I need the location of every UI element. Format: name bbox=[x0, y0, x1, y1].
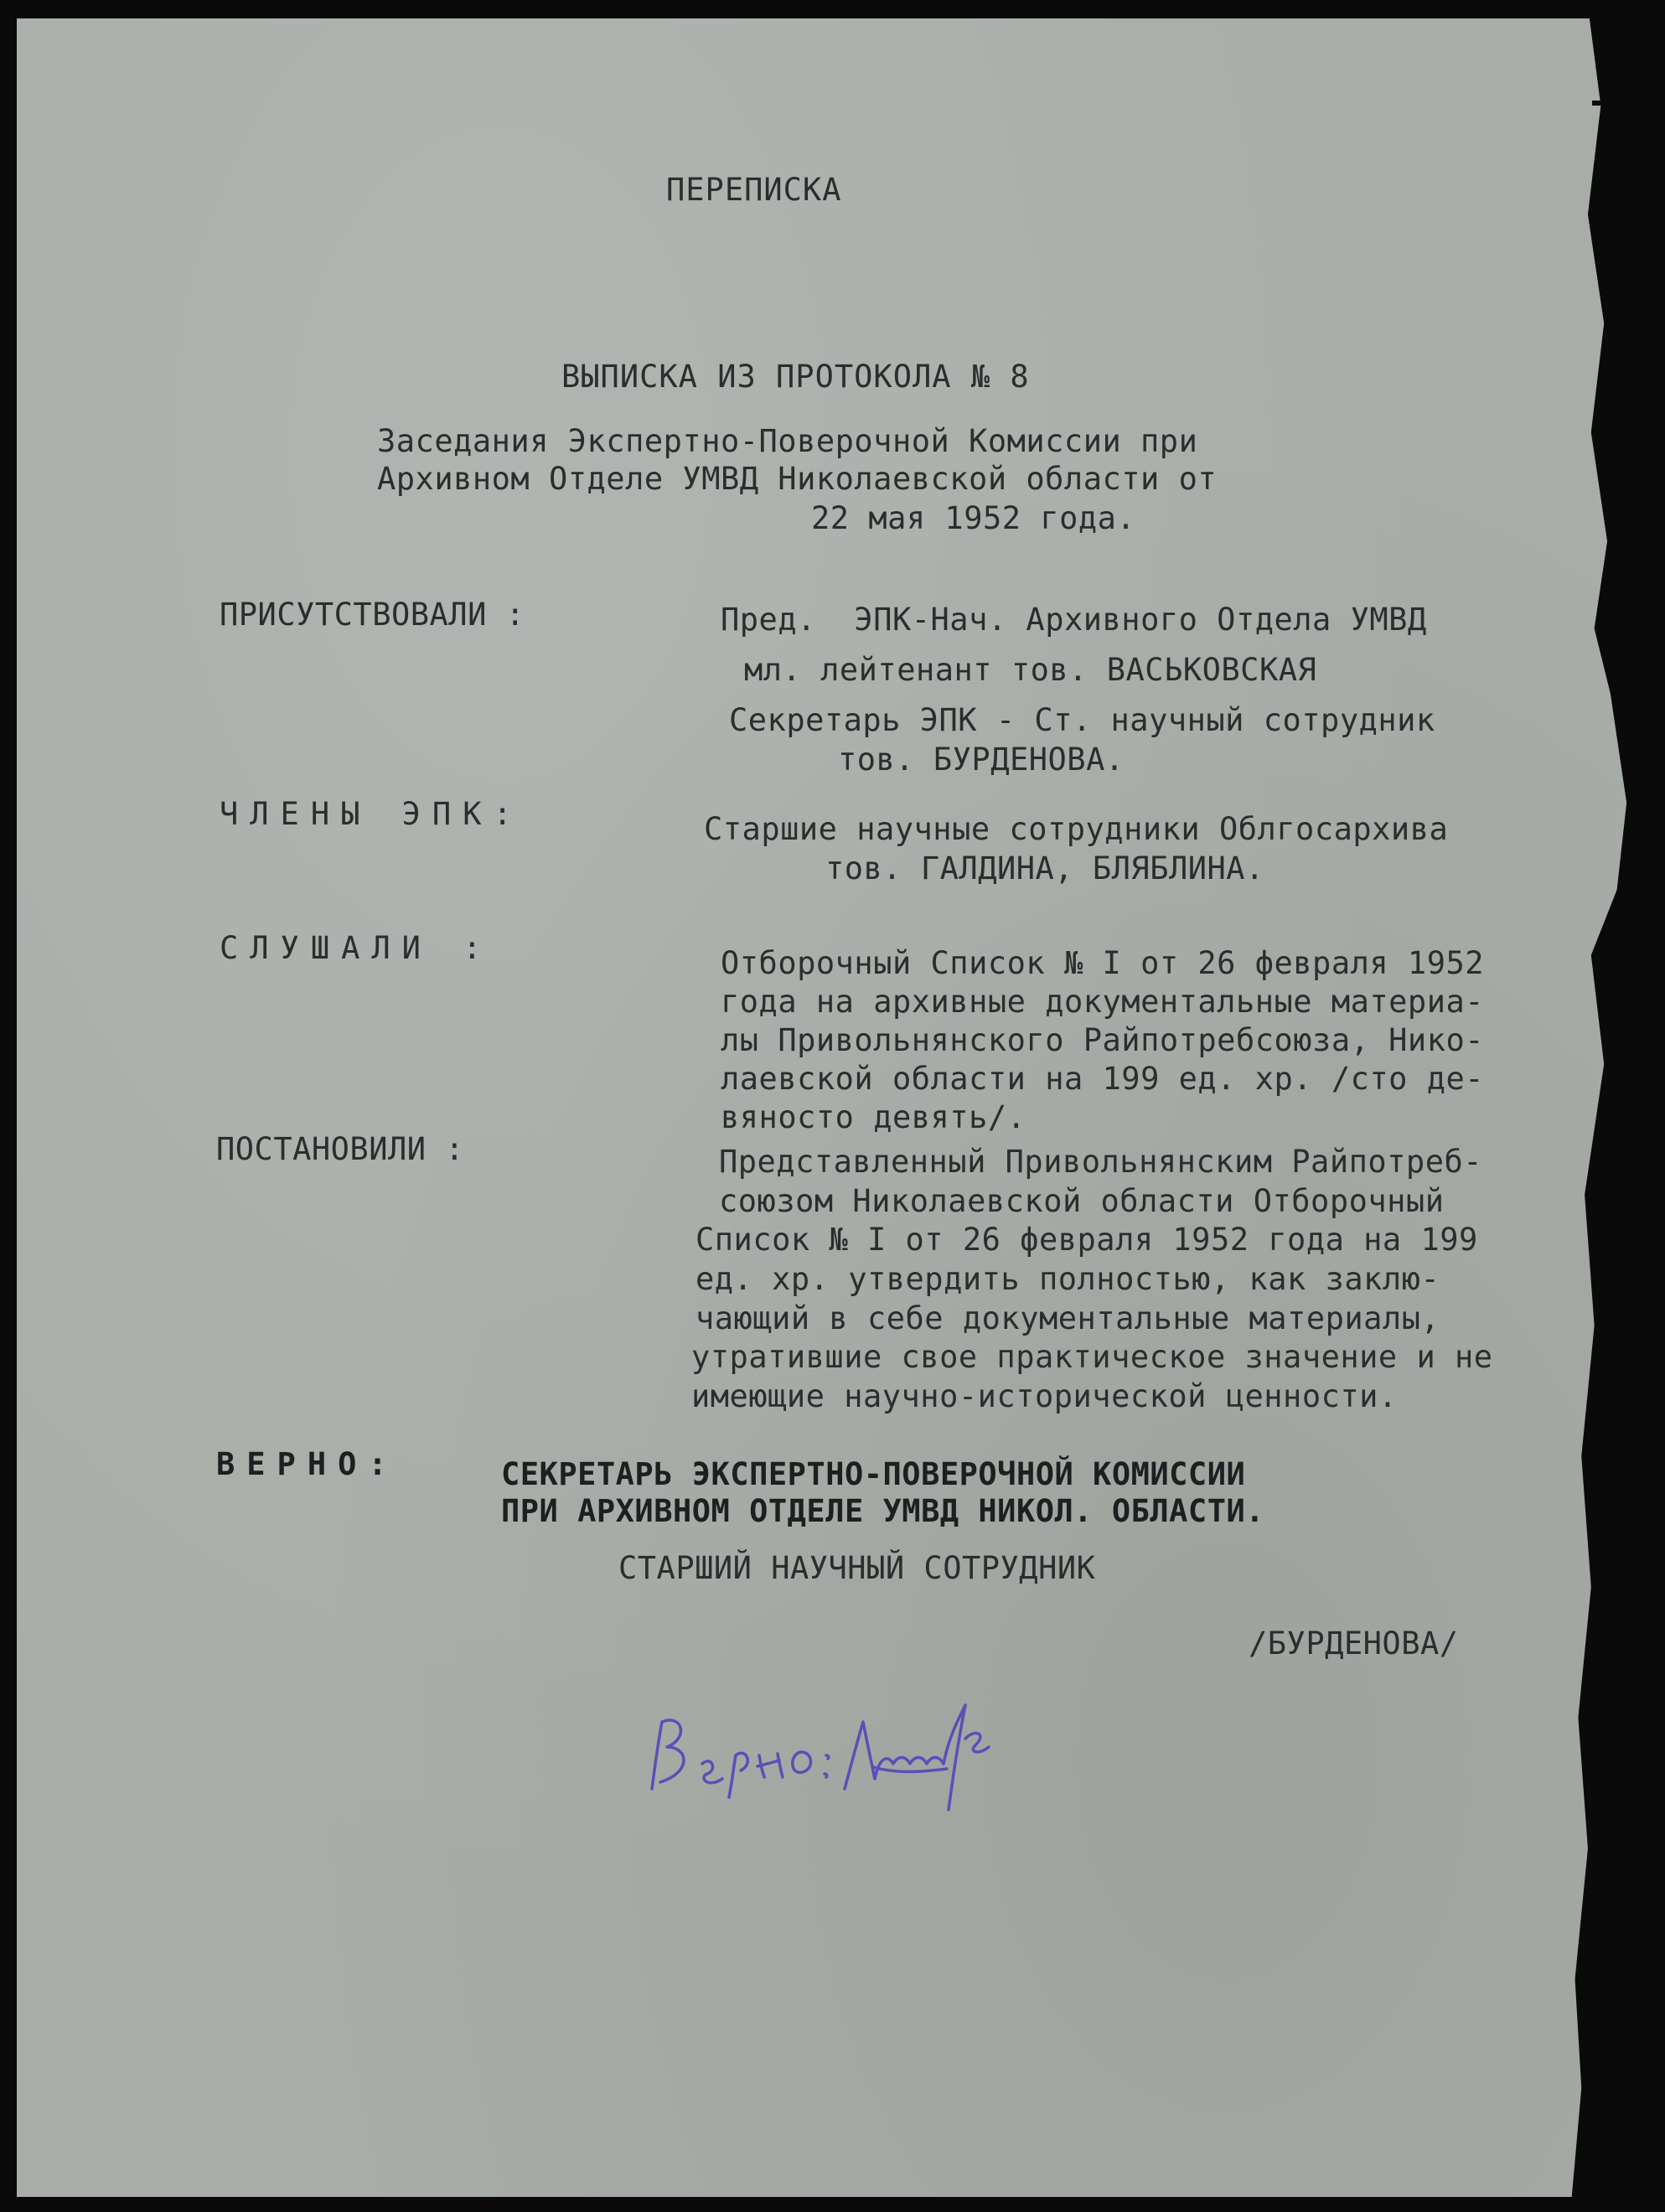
members-line-2: тов. ГАЛДИНА, БЛЯБЛИНА. bbox=[825, 850, 1264, 886]
subtitle-line-1: Заседания Экспертно-Поверочной Комиссии при bbox=[377, 423, 1198, 459]
heard-line-5: вяносто девять/. bbox=[721, 1099, 1026, 1135]
resolved-line-4: ед. хр. утвердить полностью, как заклю- bbox=[695, 1261, 1440, 1297]
certification-line-1: СЕКРЕТАРЬ ЭКСПЕРТНО-ПОВЕРОЧНОЙ КОМИССИИ bbox=[501, 1456, 1246, 1492]
resolved-line-5: чающий в себе документальные материалы, bbox=[695, 1300, 1440, 1336]
position-title: СТАРШИЙ НАУЧНЫЙ СОТРУДНИК bbox=[618, 1550, 1096, 1586]
present-line-3: Секретарь ЭПК - Ст. научный сотрудник bbox=[729, 702, 1435, 738]
present-line-2: мл. лейтенант тов. ВАСЬКОВСКАЯ bbox=[744, 652, 1317, 688]
heard-line-3: лы Привольнянского Райпотребсоюза, Нико- bbox=[721, 1022, 1485, 1058]
document-title: ВЫПИСКА ИЗ ПРОТОКОЛА № 8 bbox=[561, 359, 1030, 395]
subtitle-line-3: 22 мая 1952 года. bbox=[811, 500, 1136, 536]
heard-line-4: лаевской области на 199 ед. хр. /сто де- bbox=[721, 1061, 1485, 1097]
resolved-line-3: Список № I от 26 февраля 1952 года на 199 bbox=[695, 1222, 1478, 1258]
subtitle-line-2: Архивном Отделе УМВД Николаевской области от bbox=[377, 461, 1218, 497]
signature-icon bbox=[637, 1630, 1006, 1822]
edge-mark bbox=[1592, 101, 1611, 106]
resolved-line-7: имеющие научно-исторической ценности. bbox=[691, 1378, 1398, 1414]
present-line-4: тов. БУРДЕНОВА. bbox=[838, 742, 1125, 778]
resolved-line-1: Представленный Привольнянским Райпотреб- bbox=[719, 1144, 1483, 1180]
present-label: ПРИСУТСТВОВАЛИ : bbox=[220, 597, 525, 633]
certification-label: ВЕРНО: bbox=[216, 1446, 399, 1482]
members-label: ЧЛЕНЫ ЭПК: bbox=[220, 796, 524, 832]
resolved-line-6: утратившие свое практическое значение и не bbox=[691, 1339, 1493, 1375]
heard-line-2: года на архивные документальные материа- bbox=[721, 984, 1485, 1020]
handwritten-signature bbox=[637, 1630, 1006, 1822]
heard-label: СЛУШАЛИ : bbox=[220, 930, 494, 966]
members-line-1: Старшие научные сотрудники Облгосархива bbox=[704, 811, 1449, 847]
resolved-line-2: союзом Николаевской области Отборочный bbox=[719, 1183, 1445, 1219]
resolved-label: ПОСТАНОВИЛИ : bbox=[216, 1131, 465, 1167]
heard-line-1: Отборочный Список № I от 26 февраля 1952 bbox=[721, 945, 1485, 981]
certification-line-2: ПРИ АРХИВНОМ ОТДЕЛЕ УМВД НИКОЛ. ОБЛАСТИ. bbox=[501, 1493, 1265, 1529]
signatory-name: /БУРДЕНОВА/ bbox=[1249, 1625, 1459, 1662]
stamp-perepiska: ПЕРЕПИСКА bbox=[666, 172, 842, 208]
present-line-1: Пред. ЭПК-Нач. Архивного Отдела УМВД bbox=[721, 602, 1427, 638]
